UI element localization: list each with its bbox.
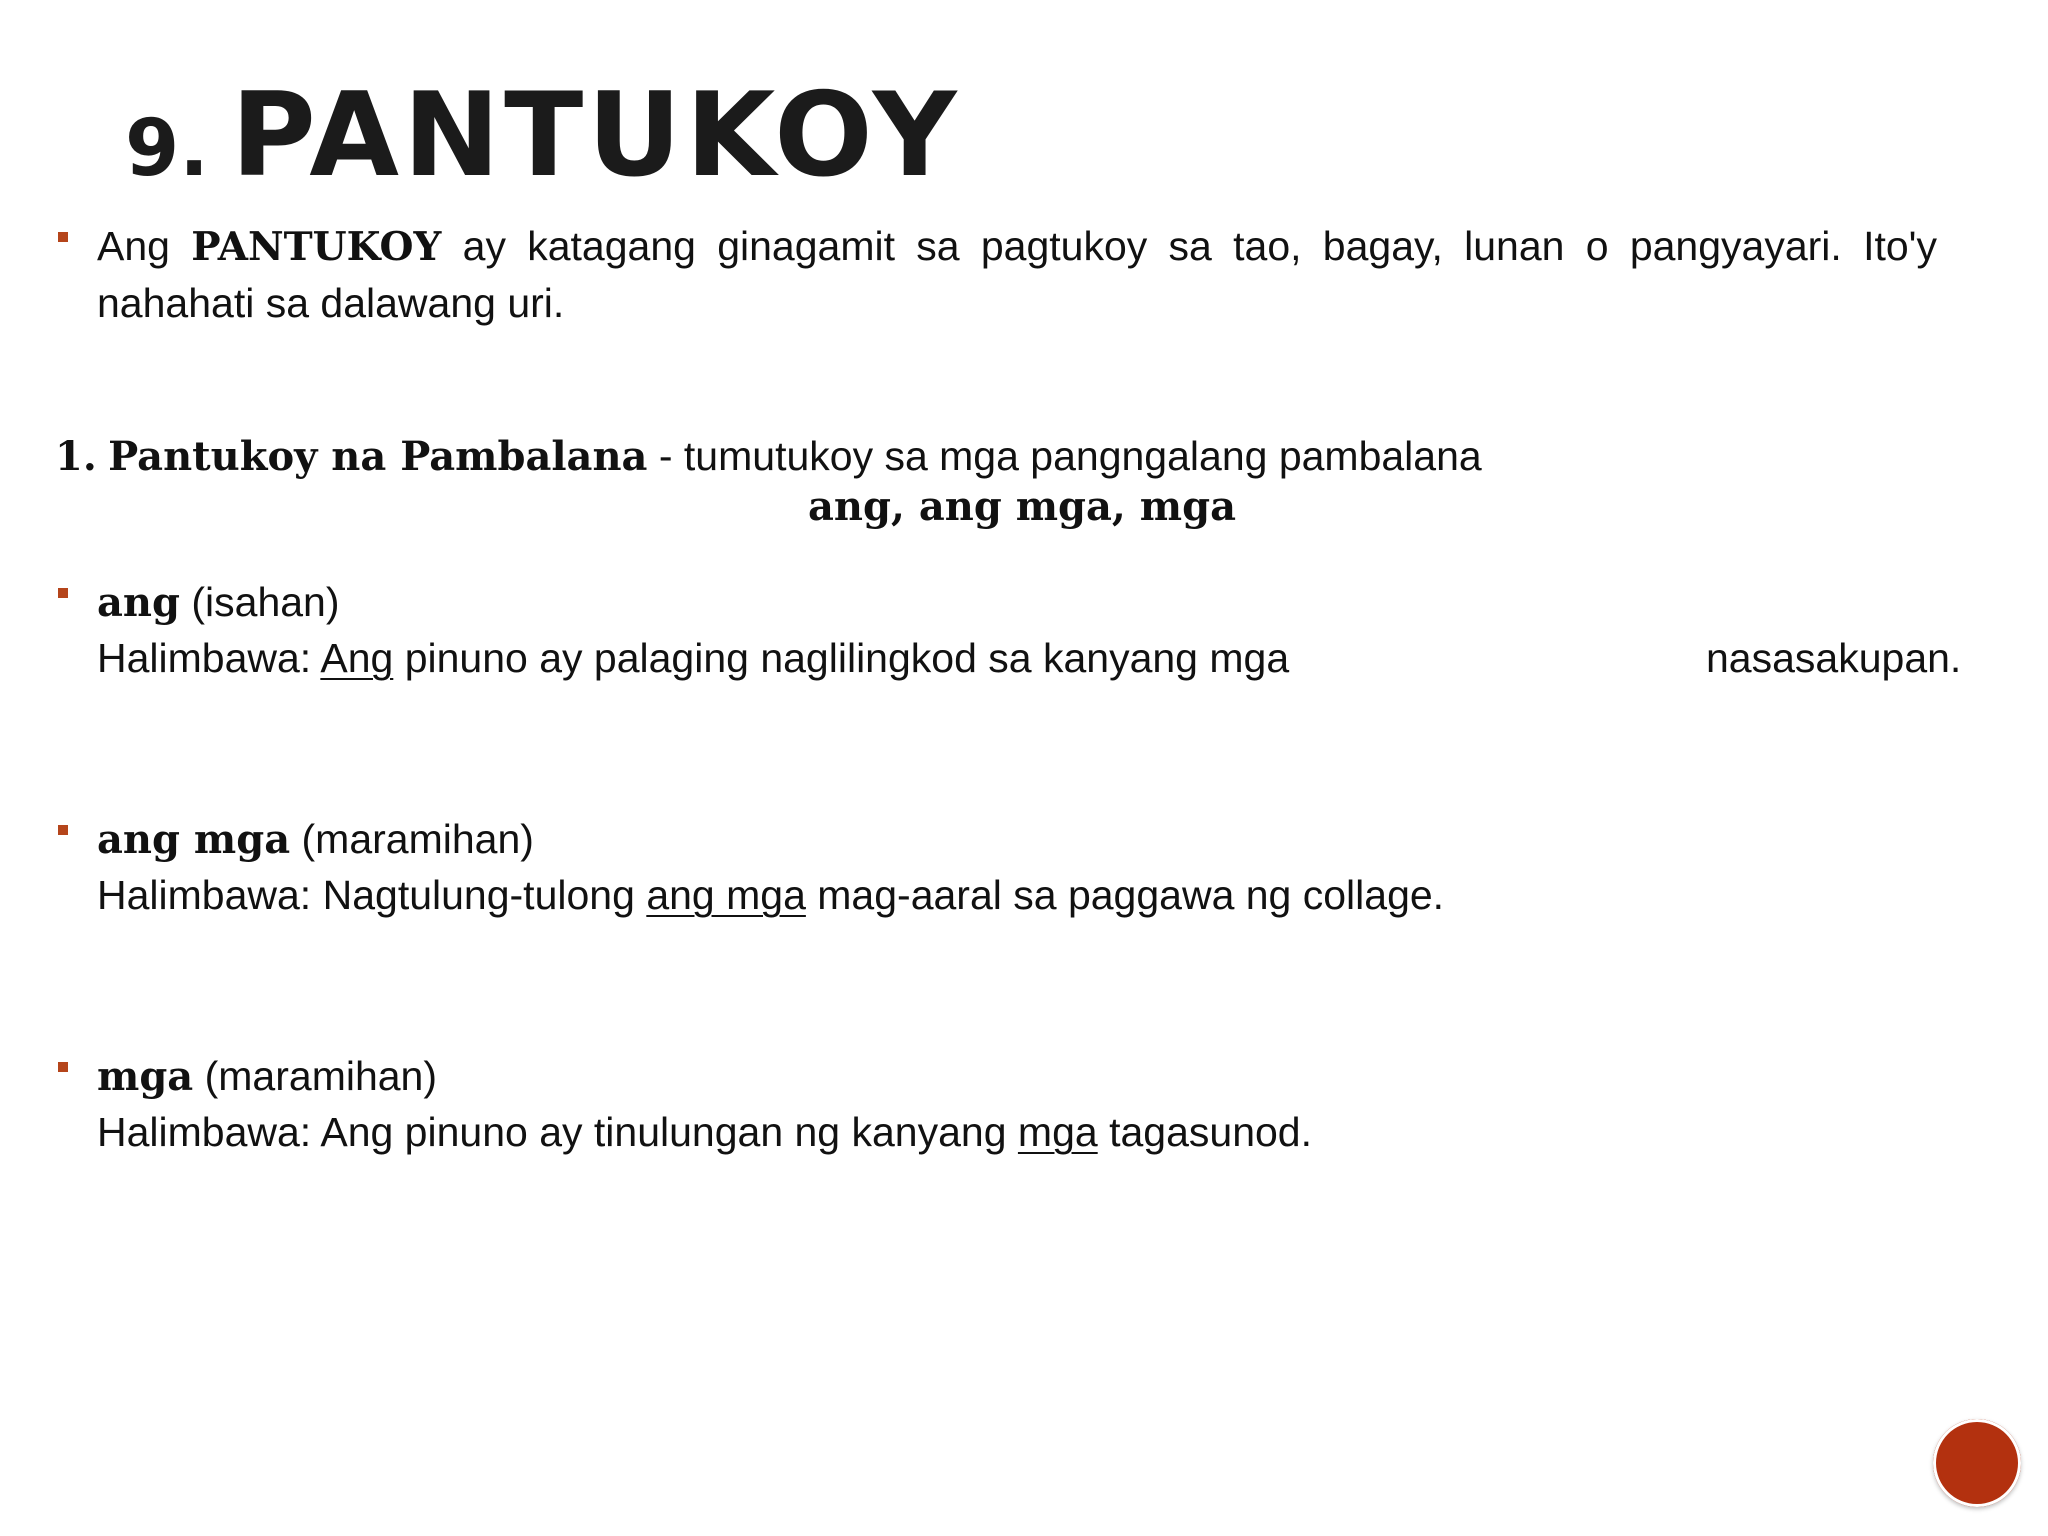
- title-number: 9.: [125, 104, 209, 194]
- item-example: [97, 630, 1289, 686]
- example-after: pinuno ay palaging naglilingkod sa kanyang mga: [404, 635, 1290, 681]
- item-qualifier: (maramihan): [204, 1053, 438, 1099]
- section-heading: [55, 428, 1482, 485]
- bullet-icon: [58, 232, 68, 242]
- item-qualifier: (maramihan): [301, 816, 534, 862]
- bullet-icon: [58, 588, 68, 598]
- intro-pre: Ang: [97, 223, 170, 269]
- bullet-icon: [58, 1062, 68, 1072]
- example-after: mag-aaral sa paggawa ng collage.: [817, 872, 1445, 918]
- intro-rest: ay katagang ginagamit sa pagtukoy sa tao, bagay, lunan o pangyayari. Ito'y nahahati sa dalawang uri.: [97, 223, 1937, 326]
- example-trailing: nasasakupan.: [1706, 635, 1962, 681]
- example-before: Nagtulung-tulong: [322, 872, 635, 918]
- example-underlined: Ang: [320, 635, 394, 681]
- slide-title: [125, 68, 961, 203]
- example-prefix: Halimbawa:: [97, 872, 312, 918]
- intro-paragraph: [97, 218, 1937, 331]
- example-underlined: ang mga: [646, 872, 806, 918]
- item-example: [97, 1104, 1312, 1160]
- item-term: ang mga: [97, 816, 291, 863]
- item-qualifier: (isahan): [191, 579, 340, 625]
- example-prefix: Halimbawa:: [97, 1109, 312, 1155]
- title-word: PANTUKOY: [230, 68, 961, 203]
- section-number: 1.: [55, 433, 97, 480]
- item-term: mga: [97, 1053, 194, 1100]
- item-example: [97, 867, 1444, 923]
- example-before: Ang pinuno ay tinulungan ng kanyang: [320, 1109, 1007, 1155]
- section-description: - tumutukoy sa mga pangngalang pambalana: [658, 433, 1482, 479]
- section-name: Pantukoy na Pambalana: [108, 433, 648, 480]
- bullet-icon: [58, 825, 68, 835]
- articles-list: ang, ang mga, mga: [808, 483, 1236, 530]
- example-prefix: Halimbawa:: [97, 635, 312, 681]
- item-term: ang: [97, 579, 180, 626]
- intro-term: PANTUKOY: [191, 224, 442, 270]
- example-after: tagasunod.: [1109, 1109, 1312, 1155]
- example-underlined: mga: [1017, 1109, 1098, 1155]
- item-heading: [97, 1048, 437, 1105]
- item-heading: [97, 574, 340, 631]
- slide-nav-button[interactable]: [1933, 1419, 2021, 1507]
- item-heading: [97, 811, 534, 868]
